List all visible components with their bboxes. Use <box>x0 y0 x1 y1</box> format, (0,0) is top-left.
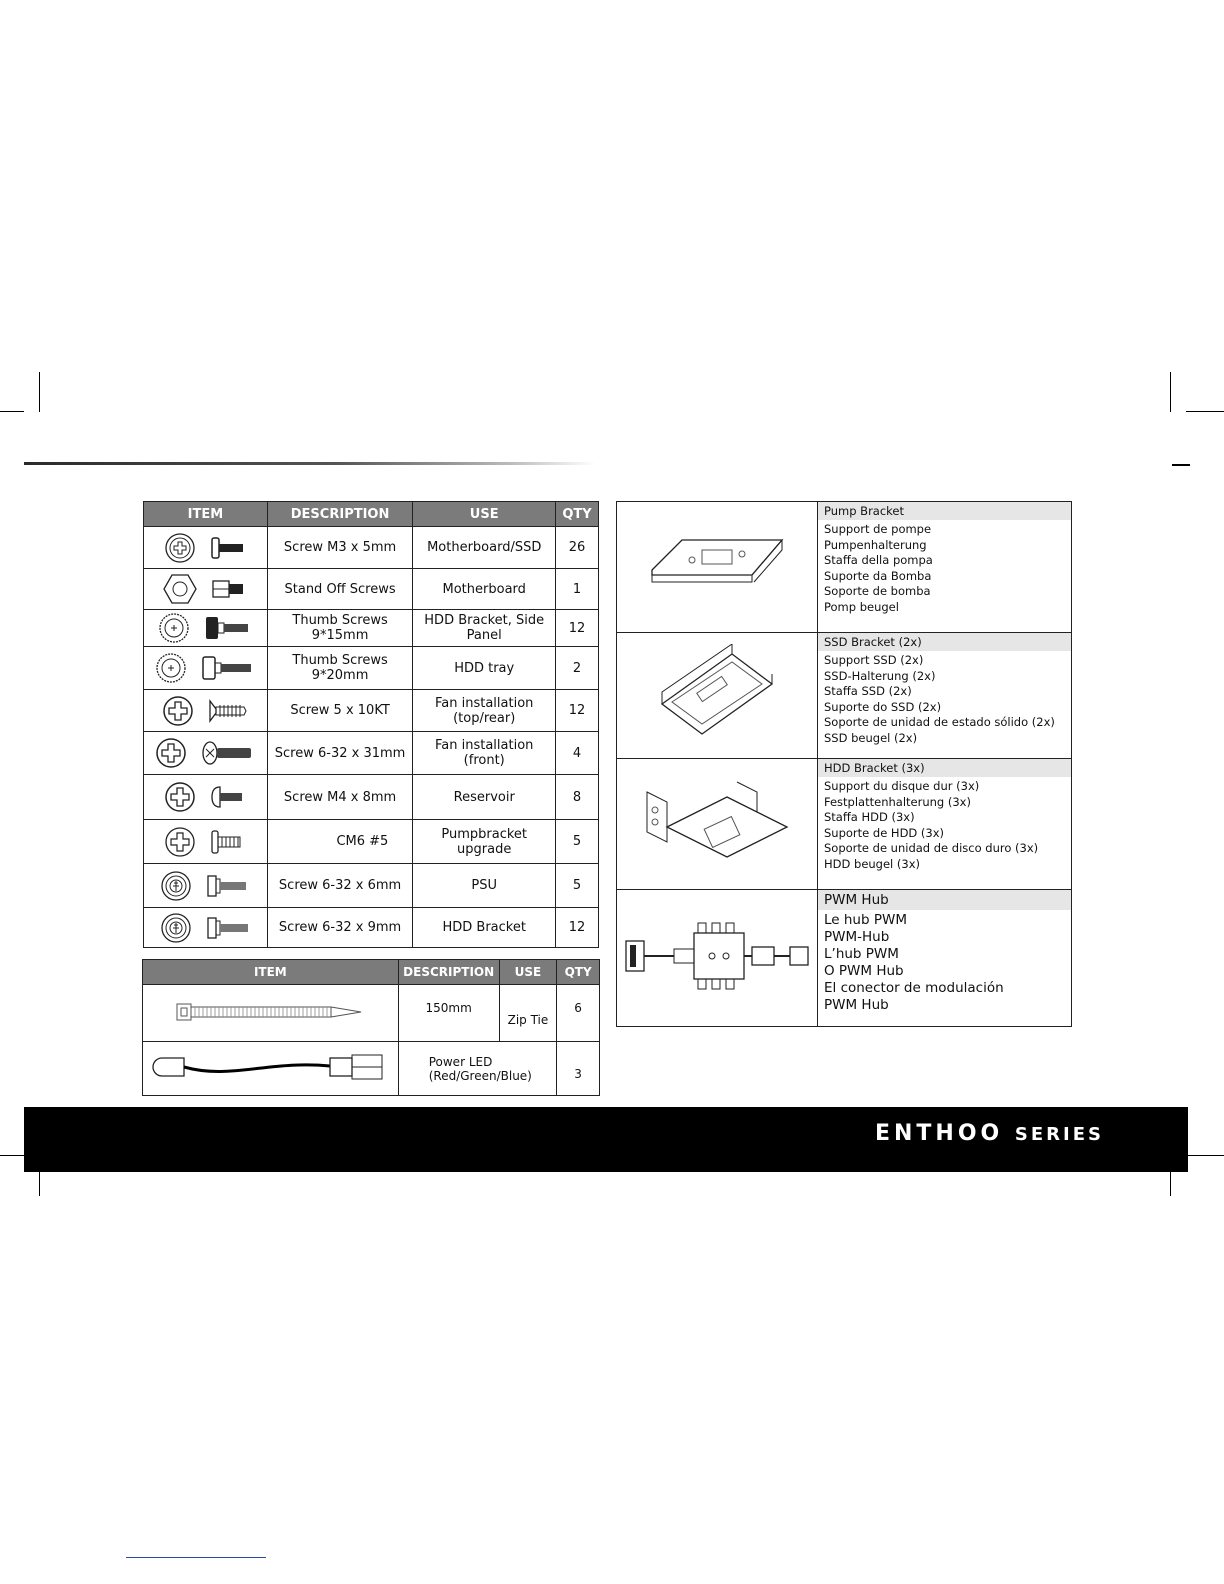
accessory-title: Pump Bracket <box>818 502 1071 520</box>
translation-item: Support SSD (2x) <box>824 653 924 667</box>
header-use: USE <box>499 960 557 985</box>
row-description: Screw 6-32 x 31mm <box>267 732 413 775</box>
parts-table <box>143 501 599 948</box>
hex-standoff-top-icon <box>163 573 197 605</box>
header-item: ITEM <box>144 502 268 527</box>
accessory-row-pwm-hub <box>617 890 1072 1027</box>
accessory-translations <box>818 520 1071 618</box>
long-screw-icon <box>201 740 255 766</box>
hdd-bracket-icon <box>637 772 797 872</box>
row-use: PSU <box>413 864 556 908</box>
accessory-row-hdd-bracket <box>617 759 1072 890</box>
crop-mark <box>1186 411 1224 412</box>
row-use: Pumpbracket upgrade <box>413 820 556 864</box>
row-qty: 12 <box>556 690 599 732</box>
crop-mark <box>39 372 40 412</box>
footer-bar <box>24 1107 1188 1172</box>
row-use: HDD Bracket <box>413 908 556 948</box>
table-row <box>144 820 599 864</box>
flange-screw-side-icon <box>206 915 250 941</box>
table-row <box>144 610 599 647</box>
flange-screw-head-icon <box>160 912 192 944</box>
row-use: Motherboard <box>413 569 556 610</box>
crop-mark <box>1170 372 1171 412</box>
translation-item: Pumpenhalterung <box>824 537 927 552</box>
pump-bracket-icon <box>642 520 792 610</box>
parts-table-header <box>144 502 599 527</box>
row-description: Stand Off Screws <box>267 569 413 610</box>
row-use: HDD tray <box>413 647 556 690</box>
row-description: Power LED (Red/Green/Blue) <box>398 1042 557 1096</box>
row-use: HDD Bracket, Side Panel <box>413 610 556 647</box>
translation-item: Staffa SSD (2x) <box>824 684 912 699</box>
table-row <box>144 690 599 732</box>
translation-item: Staffa HDD (3x) <box>824 810 915 825</box>
row-use: Fan installation (top/rear) <box>413 690 556 732</box>
header-description: DESCRIPTION <box>267 502 413 527</box>
row-qty: 2 <box>556 647 599 690</box>
accessory-row-pump-bracket <box>617 502 1072 633</box>
thumb-screw-side-icon <box>204 615 252 641</box>
header-rule <box>24 462 596 465</box>
translation-item: SSD beugel (2x) <box>824 730 918 745</box>
row-use: Fan installation (front) <box>413 732 556 775</box>
accessory-row-ssd-bracket <box>617 633 1072 759</box>
phillips-head-icon <box>162 695 194 727</box>
accessory-translations <box>818 777 1071 875</box>
header-qty: QTY <box>556 502 599 527</box>
translation-item: Support de pompe <box>824 522 932 536</box>
row-description: Screw 6-32 x 6mm <box>267 864 413 908</box>
translation-item: Festplattenhalterung (3x) <box>824 794 971 809</box>
row-description: Screw 5 x 10KT <box>267 690 413 732</box>
bottom-rule <box>126 1557 266 1558</box>
table-row <box>144 647 599 690</box>
thumb-screw-head-icon <box>155 652 187 684</box>
misc-table-header <box>143 960 600 985</box>
row-description: Thumb Screws 9*15mm <box>267 610 413 647</box>
translation-item: Pomp beugel <box>824 599 899 614</box>
header-item: ITEM <box>143 960 399 985</box>
row-qty: 6 <box>557 985 600 1042</box>
row-use: Reservoir <box>413 775 556 820</box>
translation-item: Le hub PWM <box>824 912 907 928</box>
phillips-head-icon <box>164 781 196 813</box>
accessory-title: HDD Bracket (3x) <box>818 759 1071 777</box>
header-description: DESCRIPTION <box>398 960 499 985</box>
screw-side-icon <box>210 536 246 560</box>
accessory-translations <box>818 910 1071 1016</box>
row-qty: 8 <box>556 775 599 820</box>
translation-item: Support du disque dur (3x) <box>824 779 980 793</box>
thumb-screw-head-icon <box>158 612 190 644</box>
translation-item: Suporte da Bomba <box>824 568 932 583</box>
misc-table <box>142 959 600 1096</box>
thumb-screw-long-side-icon <box>201 655 255 681</box>
accessory-title: PWM Hub <box>818 890 1071 910</box>
table-row <box>143 985 600 1042</box>
self-tapping-screw-icon <box>208 699 248 723</box>
row-description: 150mm <box>398 985 499 1042</box>
crop-mark <box>1172 464 1190 466</box>
row-use: Zip Tie <box>499 985 557 1042</box>
phillips-head-icon <box>164 826 196 858</box>
translation-item: Staffa della pompa <box>824 553 933 568</box>
standoff-side-icon <box>211 577 247 601</box>
header-qty: QTY <box>557 960 600 985</box>
translation-item: L’hub PWM <box>824 946 899 962</box>
translation-item: O PWM Hub <box>824 963 904 979</box>
row-qty: 26 <box>556 527 599 569</box>
translation-item: Suporte do SSD (2x) <box>824 699 942 714</box>
brand-logo <box>875 1121 1104 1146</box>
translation-item: Soporte de unidad de disco duro (3x) <box>824 841 1039 856</box>
brand-main: ENTHOO <box>874 1121 1004 1146</box>
row-qty: 5 <box>556 820 599 864</box>
row-description: CM6 #5 <box>267 820 413 864</box>
row-qty: 5 <box>556 864 599 908</box>
crop-mark <box>0 1155 24 1156</box>
flange-screw-head-icon <box>160 870 192 902</box>
phillips-head-icon <box>155 737 187 769</box>
row-use: Motherboard/SSD <box>413 527 556 569</box>
row-qty: 1 <box>556 569 599 610</box>
header-use: USE <box>413 502 556 527</box>
row-description: Thumb Screws 9*20mm <box>267 647 413 690</box>
row-description: Screw M3 x 5mm <box>267 527 413 569</box>
translation-item: Suporte de HDD (3x) <box>824 825 945 840</box>
table-row <box>144 864 599 908</box>
row-qty: 12 <box>556 610 599 647</box>
crop-mark <box>1188 1155 1224 1156</box>
table-row <box>144 775 599 820</box>
table-row <box>144 569 599 610</box>
accessory-title: SSD Bracket (2x) <box>818 633 1071 651</box>
row-description: Screw M4 x 8mm <box>267 775 413 820</box>
zip-tie-icon <box>175 1001 365 1023</box>
brand-series: SERIES <box>1014 1124 1104 1145</box>
table-row <box>144 908 599 948</box>
translation-item: SSD-Halterung (2x) <box>824 668 936 683</box>
table-row <box>143 1042 600 1096</box>
row-qty: 12 <box>556 908 599 948</box>
ssd-bracket-icon <box>652 644 782 744</box>
flange-screw-side-icon <box>206 873 250 899</box>
translation-item: Soporte de bomba <box>824 584 931 599</box>
crop-mark <box>0 411 24 412</box>
translation-item: PWM-Hub <box>824 929 890 945</box>
translation-item: PWM Hub <box>824 997 889 1013</box>
cm6-screw-icon <box>210 829 246 855</box>
power-led-icon <box>150 1050 390 1084</box>
phillips-screw-head-icon <box>164 532 196 564</box>
table-row <box>144 527 599 569</box>
row-qty: 4 <box>556 732 599 775</box>
accessories-table <box>616 501 1072 1027</box>
pwm-hub-icon <box>622 921 812 991</box>
accessory-translations <box>818 651 1071 749</box>
translation-item: HDD beugel (3x) <box>824 856 920 871</box>
pan-head-screw-icon <box>210 785 246 809</box>
translation-item: Soporte de unidad de estado sólido (2x) <box>824 715 1055 730</box>
row-qty: 3 <box>557 1042 600 1096</box>
row-description: Screw 6-32 x 9mm <box>267 908 413 948</box>
table-row <box>144 732 599 775</box>
translation-item: El conector de modulación <box>824 980 1004 996</box>
